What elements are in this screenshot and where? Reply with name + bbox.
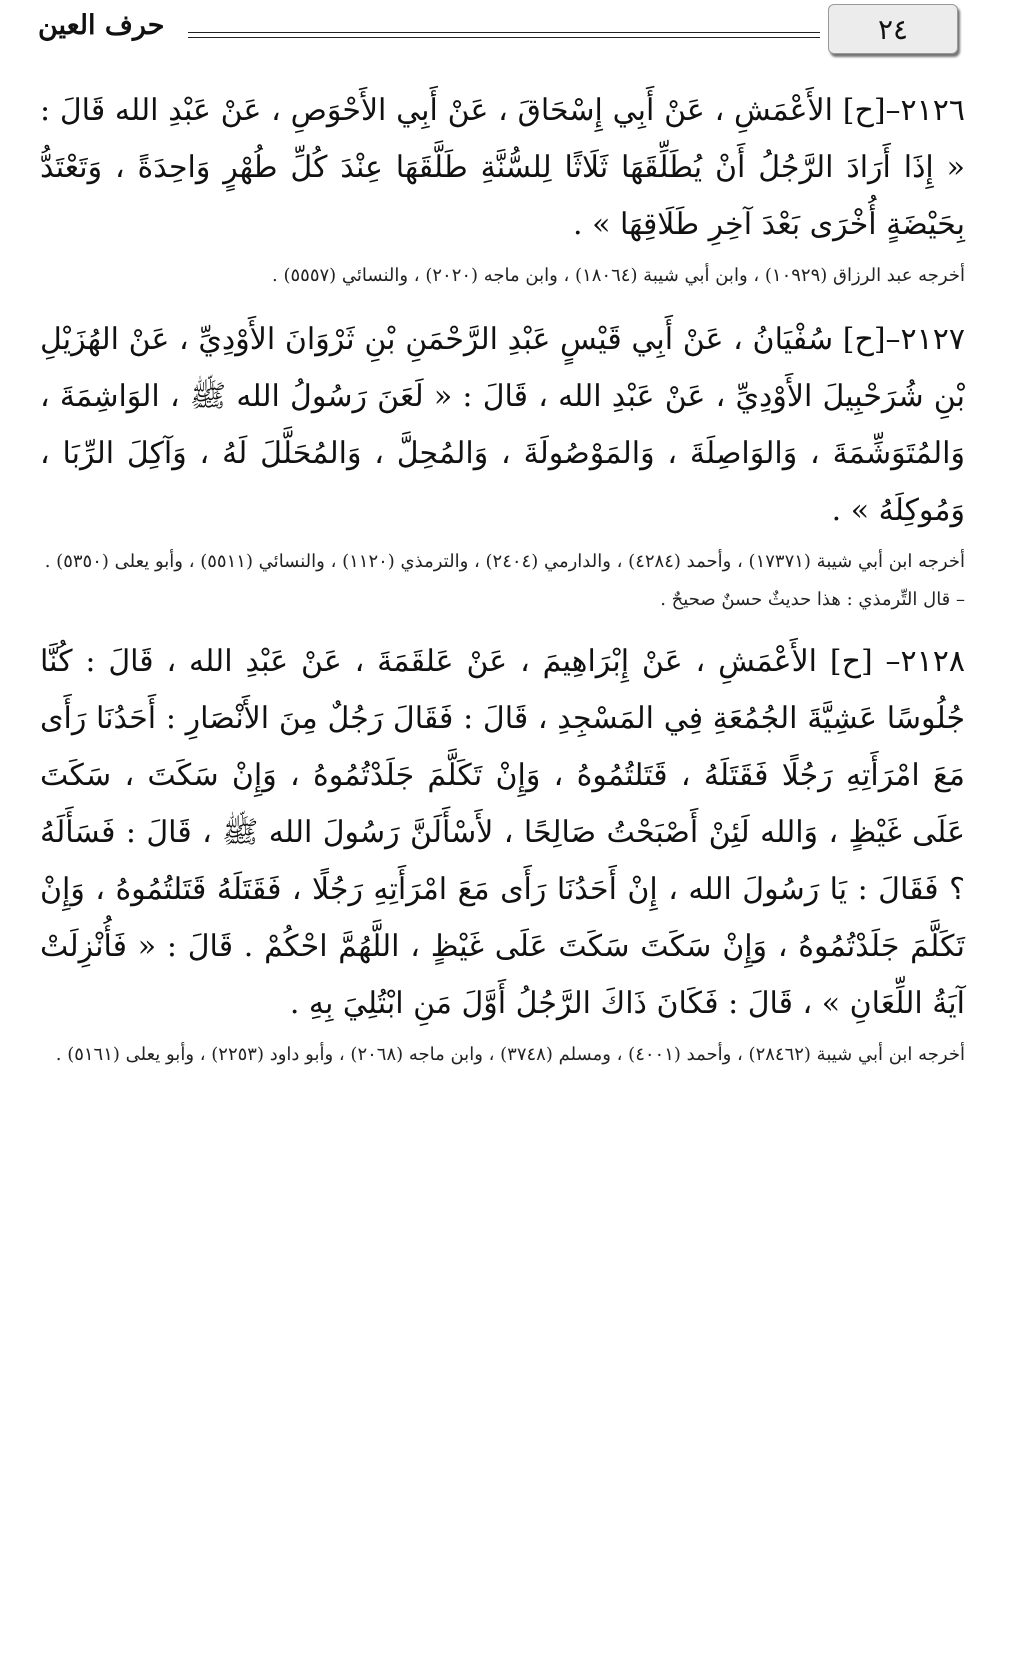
hadith-2126: ٢١٢٦–[ح] الأَعْمَشِ ، عَنْ أَبِي إِسْحَاقَ ، عَنْ أَبِي الأَحْوَصِ ، عَنْ عَبْدِ الله قَالَ : « إِذَا أَرَادَ الرَّجُلُ أَنْ يُطَلِّقَهَا ثَلَاثًا لِلسُّنَّةِ طَلَّقَهَا عِنْدَ كُلِّ طُهْرٍ وَاحِدَةً ، وَتَعْتَدُّ بِحَيْضَةٍ أُخْرَى بَعْدَ آخِرِ طَلَاقِهَا » .	[40, 93, 965, 242]
page-number-badge	[828, 4, 958, 54]
page-header	[30, 0, 970, 64]
page-content	[40, 82, 965, 1090]
hadith-2128: ٢١٢٨– [ح] الأَعْمَشِ ، عَنْ إِبْرَاهِيمَ ، عَنْ عَلقَمَةَ ، عَنْ عَبْدِ الله ، قَالَ : كُنَّا جُلُوسًا عَشِيَّةَ الجُمُعَةِ فِي المَسْجِدِ ، قَالَ : فَقَالَ رَجُلٌ مِنَ الأَنْصَارِ : أَحَدُنَا رَأَى مَعَ امْرَأَتِهِ رَجُلًا فَقَتَلَهُ ، قَتَلتُمُوهُ ، وَإِنْ تَكَلَّمَ جَلَدْتُمُوهُ ، وَإِنْ سَكَتَ ، سَكَتَ عَلَى غَيْظٍ ، وَالله لَئِنْ أَصْبَحْتُ صَالِحًا ، لأَسْأَلَنَّ رَسُولَ الله ﷺ ، قَالَ : فَسَأَلَهُ ؟ فَقَالَ : يَا رَسُولَ الله ، إِنْ أَحَدُنَا رَأَى مَعَ امْرَأَتِهِ رَجُلًا ، فَقَتَلَهُ قَتَلتُمُوهُ ، وَإِنْ تَكَلَّمَ جَلَدْتُمُوهُ ، وَإِنْ سَكَتَ سَكَتَ عَلَى غَيْظٍ ، اللَّهُمَّ احْكُمْ . قَالَ : « فَأُنْزِلَتْ آيَةُ اللِّعَانِ » ، قَالَ : فَكَانَ ذَاكَ الرَّجُلُ أَوَّلَ مَنِ ابْتُلِيَ بِهِ .	[40, 644, 965, 1021]
header-double-rule	[188, 32, 820, 38]
chapter-title: حرف العين	[38, 10, 165, 41]
takhrij-2128: أخرجه ابن أبي شيبة (٢٨٤٦٢) ، وأحمد (٤٠٠١) ، ومسلم (٣٧٤٨) ، وابن ماجه (٢٠٦٨) ، وأبو داود (٢٢٥٣) ، وأبو يعلى (٥١٦١) .	[55, 1044, 965, 1065]
takhrij-2126: أخرجه عبد الرزاق (١٠٩٢٩) ، وابن أبي شيبة (١٨٠٦٤) ، وابن ماجه (٢٠٢٠) ، والنسائي (٥٥٥٧) .	[272, 265, 965, 286]
hadith-2127: ٢١٢٧–[ح] سُفْيَانُ ، عَنْ أَبِي قَيْسٍ عَبْدِ الرَّحْمَنِ بْنِ ثَرْوَانَ الأَوْدِيِّ ، عَنْ الهُزَيْلِ بْنِ شُرَحْبِيلَ الأَوْدِيِّ ، عَنْ عَبْدِ الله ، قَالَ : « لَعَنَ رَسُولُ الله ﷺ ، الوَاشِمَةَ ، وَالمُتَوَشِّمَةَ ، وَالوَاصِلَةَ ، وَالمَوْصُولَةَ ، وَالمُحِلَّ ، وَالمُحَلَّلَ لَهُ ، وَآكِلَ الرِّبَا ، وَمُوكِلَهُ » .	[40, 322, 965, 528]
tirmidhi-grading-note: – قال التِّرمذي : هذا حديثٌ حسنٌ صحيحٌ .	[660, 589, 965, 610]
page-number: ٢٤	[877, 12, 909, 46]
takhrij-2127: أخرجه ابن أبي شيبة (١٧٣٧١) ، وأحمد (٤٢٨٤) ، والدارمي (٢٤٠٤) ، والترمذي (١١٢٠) ، والنسائي (٥٥١١) ، وأبو يعلى (٥٣٥٠) .	[44, 551, 965, 572]
